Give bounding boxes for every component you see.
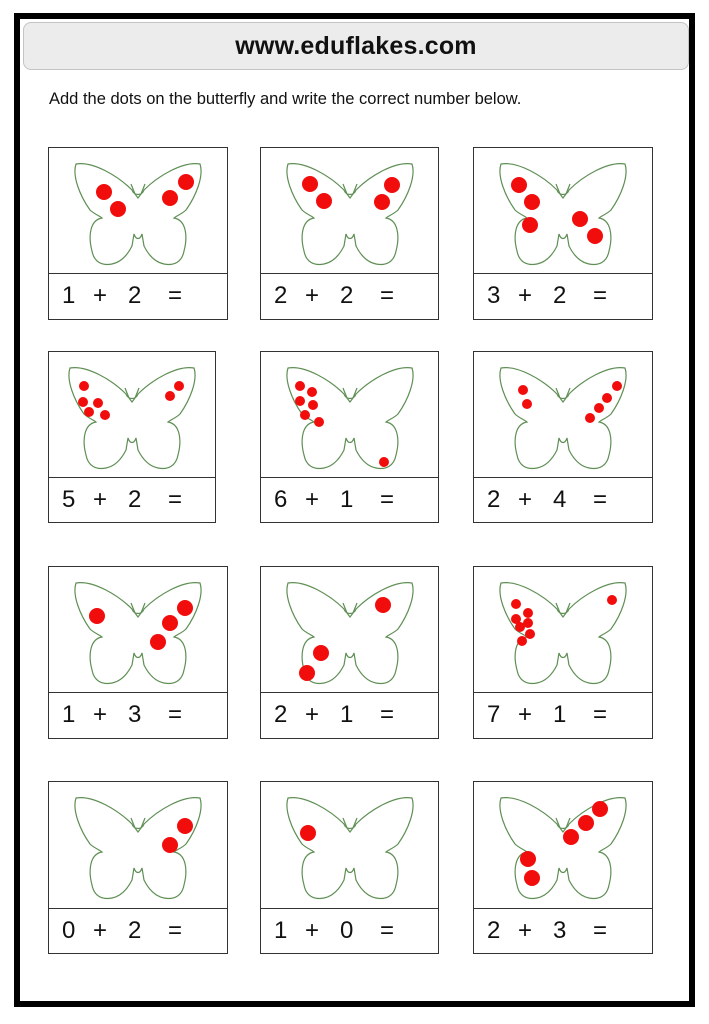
red-dot-icon	[384, 177, 400, 193]
plus-sign: +	[93, 282, 108, 309]
red-dot-icon	[299, 665, 315, 681]
addend-b: 1	[340, 485, 354, 513]
addend-a: 6	[274, 485, 288, 513]
problem-card	[48, 147, 228, 320]
red-dot-icon	[563, 829, 579, 845]
problem-card	[473, 351, 653, 523]
addend-a: 0	[62, 916, 76, 944]
site-title: www.eduflakes.com	[235, 31, 477, 60]
equals-sign: =	[168, 701, 183, 728]
equation-row[interactable]	[474, 477, 652, 522]
plus-sign: +	[518, 916, 533, 944]
red-dot-icon	[93, 398, 103, 408]
equation-row[interactable]	[261, 273, 438, 319]
addend-b: 3	[128, 701, 142, 728]
red-dot-icon	[517, 636, 527, 646]
problem-card	[473, 147, 653, 320]
butterfly-icon	[68, 790, 208, 900]
butterfly-icon	[493, 156, 633, 266]
equals-sign: =	[168, 485, 183, 513]
red-dot-icon	[96, 184, 112, 200]
red-dot-icon	[300, 410, 310, 420]
addend-b: 2	[553, 282, 567, 309]
equation-row[interactable]	[474, 273, 652, 319]
addend-a: 5	[62, 485, 76, 513]
red-dot-icon	[89, 608, 105, 624]
equals-sign: =	[593, 282, 608, 309]
red-dot-icon	[165, 391, 175, 401]
butterfly-picture	[49, 352, 215, 478]
red-dot-icon	[308, 400, 318, 410]
addend-b: 2	[128, 282, 142, 309]
problem-card	[260, 781, 439, 954]
plus-sign: +	[305, 485, 320, 513]
red-dot-icon	[374, 194, 390, 210]
butterfly-picture	[49, 567, 227, 693]
equals-sign: =	[593, 916, 608, 944]
butterfly-picture	[261, 782, 438, 909]
butterfly-picture	[474, 148, 652, 274]
addend-a: 1	[62, 701, 76, 728]
equation-row[interactable]	[49, 273, 227, 319]
equals-sign: =	[168, 916, 183, 944]
red-dot-icon	[524, 870, 540, 886]
equals-sign: =	[380, 282, 395, 309]
red-dot-icon	[295, 381, 305, 391]
plus-sign: +	[518, 282, 533, 309]
red-dot-icon	[522, 217, 538, 233]
red-dot-icon	[177, 600, 193, 616]
equation-row[interactable]	[261, 692, 438, 738]
addend-b: 2	[128, 916, 142, 944]
addend-b: 1	[553, 701, 567, 728]
butterfly-icon	[280, 360, 420, 470]
problem-card	[48, 781, 228, 954]
red-dot-icon	[110, 201, 126, 217]
red-dot-icon	[572, 211, 588, 227]
butterfly-icon	[280, 790, 420, 900]
equals-sign: =	[168, 282, 183, 309]
butterfly-icon	[493, 790, 633, 900]
equals-sign: =	[593, 701, 608, 728]
red-dot-icon	[162, 615, 178, 631]
red-dot-icon	[78, 397, 88, 407]
red-dot-icon	[511, 599, 521, 609]
equation-row[interactable]	[49, 477, 215, 522]
equation-row[interactable]	[49, 692, 227, 738]
red-dot-icon	[302, 176, 318, 192]
equation-row[interactable]	[474, 908, 652, 953]
site-header	[23, 22, 689, 70]
butterfly-picture	[474, 567, 652, 693]
butterfly-picture	[261, 567, 438, 693]
red-dot-icon	[300, 825, 316, 841]
equation-row[interactable]	[261, 477, 438, 522]
butterfly-icon	[68, 156, 208, 266]
addend-a: 2	[487, 916, 501, 944]
butterfly-picture	[49, 782, 227, 909]
addend-b: 0	[340, 916, 354, 944]
instructions-text: Add the dots on the butterfly and write the correct number below.	[49, 90, 522, 108]
red-dot-icon	[594, 403, 604, 413]
red-dot-icon	[524, 194, 540, 210]
red-dot-icon	[313, 645, 329, 661]
plus-sign: +	[305, 916, 320, 944]
addend-b: 4	[553, 485, 567, 513]
butterfly-icon	[280, 575, 420, 685]
butterfly-icon	[68, 575, 208, 685]
red-dot-icon	[585, 413, 595, 423]
problem-card	[48, 351, 216, 523]
addend-a: 2	[274, 701, 288, 728]
problem-card	[473, 781, 653, 954]
equals-sign: =	[380, 701, 395, 728]
plus-sign: +	[305, 282, 320, 309]
equation-row[interactable]	[49, 908, 227, 953]
butterfly-icon	[493, 360, 633, 470]
red-dot-icon	[295, 396, 305, 406]
addend-a: 1	[274, 916, 288, 944]
red-dot-icon	[578, 815, 594, 831]
butterfly-picture	[261, 352, 438, 478]
red-dot-icon	[612, 381, 622, 391]
butterfly-picture	[261, 148, 438, 274]
addend-b: 2	[340, 282, 354, 309]
plus-sign: +	[518, 701, 533, 728]
equals-sign: =	[380, 916, 395, 944]
red-dot-icon	[587, 228, 603, 244]
red-dot-icon	[522, 399, 532, 409]
addend-a: 2	[487, 485, 501, 513]
equation-row[interactable]	[474, 692, 652, 738]
red-dot-icon	[511, 177, 527, 193]
equals-sign: =	[380, 485, 395, 513]
butterfly-icon	[280, 156, 420, 266]
addend-a: 1	[62, 282, 76, 309]
red-dot-icon	[607, 595, 617, 605]
equation-row[interactable]	[261, 908, 438, 953]
butterfly-picture	[474, 352, 652, 478]
addend-b: 2	[128, 485, 142, 513]
red-dot-icon	[314, 417, 324, 427]
plus-sign: +	[93, 916, 108, 944]
red-dot-icon	[84, 407, 94, 417]
addend-a: 7	[487, 701, 501, 728]
butterfly-icon	[62, 360, 202, 470]
red-dot-icon	[162, 837, 178, 853]
plus-sign: +	[305, 701, 320, 728]
red-dot-icon	[379, 457, 389, 467]
red-dot-icon	[150, 634, 166, 650]
plus-sign: +	[93, 701, 108, 728]
problem-card	[260, 147, 439, 320]
red-dot-icon	[162, 190, 178, 206]
addend-a: 3	[487, 282, 501, 309]
addend-b: 3	[553, 916, 567, 944]
red-dot-icon	[307, 387, 317, 397]
red-dot-icon	[520, 851, 536, 867]
problem-card	[260, 351, 439, 523]
problem-card	[260, 566, 439, 739]
red-dot-icon	[525, 629, 535, 639]
red-dot-icon	[375, 597, 391, 613]
red-dot-icon	[518, 385, 528, 395]
red-dot-icon	[178, 174, 194, 190]
red-dot-icon	[100, 410, 110, 420]
red-dot-icon	[602, 393, 612, 403]
red-dot-icon	[592, 801, 608, 817]
problem-card	[48, 566, 228, 739]
red-dot-icon	[174, 381, 184, 391]
red-dot-icon	[515, 622, 525, 632]
red-dot-icon	[177, 818, 193, 834]
plus-sign: +	[93, 485, 108, 513]
equals-sign: =	[593, 485, 608, 513]
problem-card	[473, 566, 653, 739]
addend-b: 1	[340, 701, 354, 728]
red-dot-icon	[79, 381, 89, 391]
butterfly-icon	[493, 575, 633, 685]
butterfly-picture	[49, 148, 227, 274]
addend-a: 2	[274, 282, 288, 309]
plus-sign: +	[518, 485, 533, 513]
red-dot-icon	[523, 608, 533, 618]
butterfly-picture	[474, 782, 652, 909]
red-dot-icon	[316, 193, 332, 209]
